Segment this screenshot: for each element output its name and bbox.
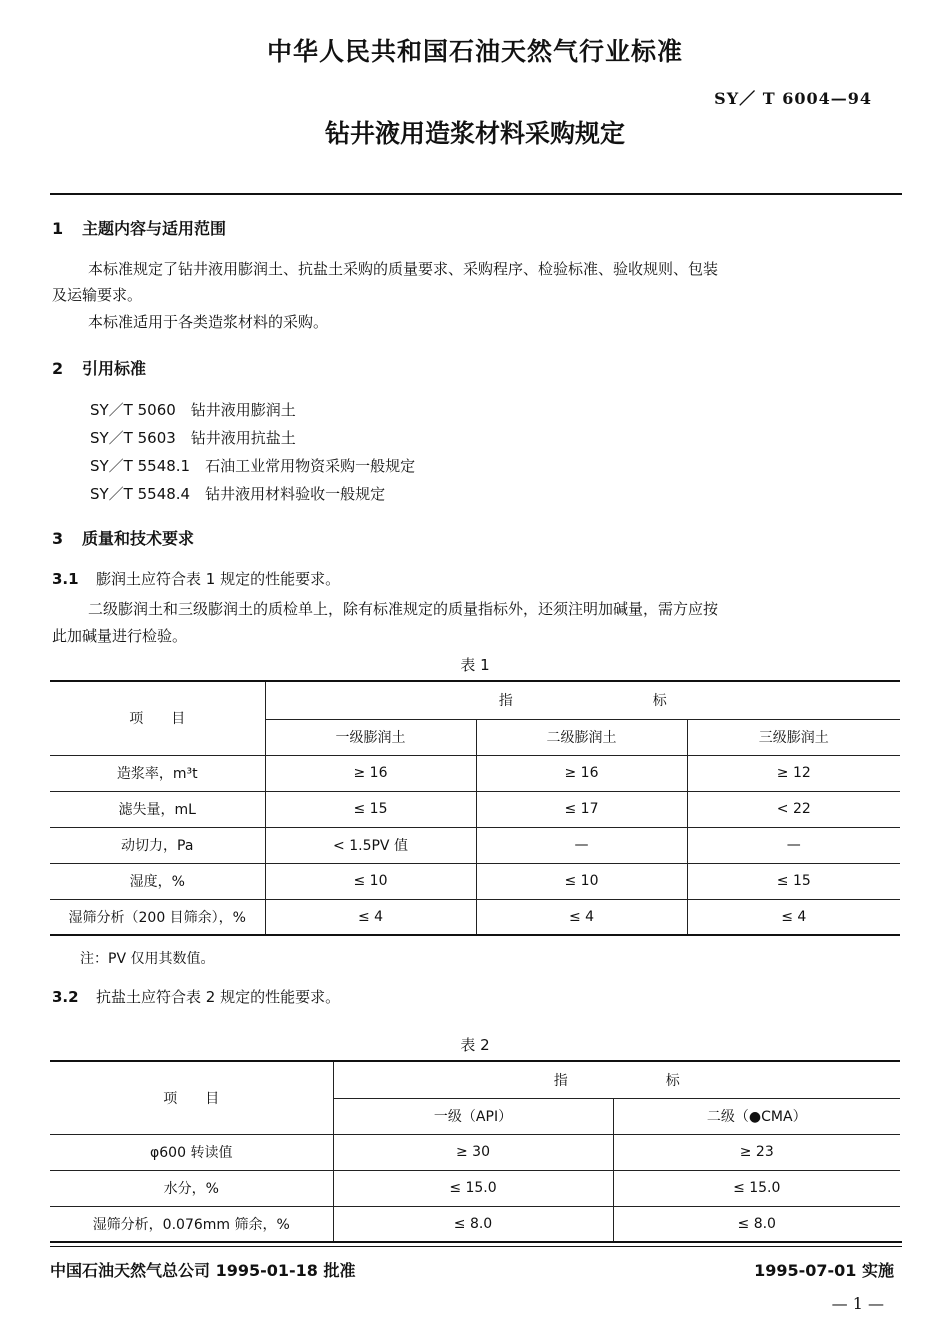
table-2-index-header: 指 标 bbox=[333, 1061, 900, 1098]
table-cell-item: 造浆率，m³t bbox=[50, 755, 265, 791]
table-cell-item: 湿筛分析（200 目筛余），% bbox=[50, 899, 265, 935]
table-cell: ≤ 4 bbox=[476, 899, 687, 935]
subsection-number: 3.2 bbox=[52, 988, 79, 1006]
table-cell: ≤ 10 bbox=[265, 863, 476, 899]
table-row bbox=[50, 791, 900, 827]
table-row bbox=[50, 755, 900, 791]
table-cell: ≥ 23 bbox=[613, 1134, 900, 1170]
table-cell: ≥ 12 bbox=[687, 755, 900, 791]
section-2-heading bbox=[52, 356, 146, 379]
table-2-item-header: 项 目 bbox=[50, 1061, 333, 1134]
table-row bbox=[50, 1206, 900, 1242]
standard-category-title: 中华人民共和国石油天然气行业标准 bbox=[266, 37, 683, 66]
table-cell: ≤ 15.0 bbox=[613, 1170, 900, 1206]
table-cell: ≥ 16 bbox=[265, 755, 476, 791]
table-row bbox=[50, 863, 900, 899]
table-2-grade-header: 二级（●CMA） bbox=[613, 1098, 900, 1134]
table-row bbox=[50, 1134, 900, 1170]
table-cell-item: 水分，% bbox=[50, 1170, 333, 1206]
section-1-heading bbox=[52, 216, 226, 239]
table-1-grade-header: 二级膨润土 bbox=[476, 719, 687, 755]
subsection-text: 抗盐土应符合表 2 规定的性能要求。 bbox=[96, 988, 341, 1006]
standard-code: SY／ T 6004—94 bbox=[714, 89, 872, 108]
table-1-item-header: 项 目 bbox=[50, 681, 265, 755]
table-cell: ≤ 15.0 bbox=[333, 1170, 613, 1206]
table-cell: — bbox=[476, 827, 687, 863]
subsection-3-1-paragraph-cont: 此加碱量进行检验。 bbox=[52, 627, 188, 645]
table-cell: < 1.5PV 值 bbox=[265, 827, 476, 863]
section-1-paragraph-1-cont: 及运输要求。 bbox=[52, 286, 143, 304]
subsection-number: 3.1 bbox=[52, 570, 79, 588]
table-cell: ≤ 15 bbox=[265, 791, 476, 827]
effective-date: 1995-07-01 实施 bbox=[754, 1261, 894, 1280]
table-cell: — bbox=[687, 827, 900, 863]
reference-item: SY／T 5548.4 钻井液用材料验收一般规定 bbox=[90, 485, 386, 503]
table-1-caption: 表 1 bbox=[460, 656, 490, 674]
table-cell: ≤ 8.0 bbox=[333, 1206, 613, 1242]
table-cell: ≤ 10 bbox=[476, 863, 687, 899]
table-2 bbox=[50, 1060, 900, 1243]
table-cell-item: 滤失量，mL bbox=[50, 791, 265, 827]
table-cell-item: 动切力，Pa bbox=[50, 827, 265, 863]
section-number: 1 bbox=[52, 219, 64, 238]
reference-item: SY／T 5603 钻井液用抗盐土 bbox=[90, 429, 296, 447]
subsection-3-1 bbox=[52, 568, 340, 589]
footer-rule bbox=[50, 1241, 902, 1243]
table-2-caption: 表 2 bbox=[460, 1036, 490, 1054]
section-title: 质量和技术要求 bbox=[82, 529, 195, 548]
table-1-note: 注：PV 仅用其数值。 bbox=[80, 951, 215, 967]
reference-item: SY／T 5060 钻井液用膨润土 bbox=[90, 401, 296, 419]
section-number: 3 bbox=[52, 529, 64, 548]
table-1 bbox=[50, 680, 900, 936]
reference-list bbox=[90, 396, 415, 508]
table-cell-item: 湿筛分析，0.076mm 筛余，% bbox=[50, 1206, 333, 1242]
header-rule bbox=[50, 193, 902, 195]
table-cell: ≤ 15 bbox=[687, 863, 900, 899]
table-row bbox=[50, 899, 900, 935]
section-title: 主题内容与适用范围 bbox=[82, 219, 227, 238]
table-cell: ≤ 4 bbox=[687, 899, 900, 935]
table-cell-item: 湿度，% bbox=[50, 863, 265, 899]
table-cell-item: φ600 转读值 bbox=[50, 1134, 333, 1170]
section-3-heading bbox=[52, 526, 194, 549]
table-row bbox=[50, 827, 900, 863]
table-cell: < 22 bbox=[687, 791, 900, 827]
table-cell: ≤ 17 bbox=[476, 791, 687, 827]
subsection-text: 膨润土应符合表 1 规定的性能要求。 bbox=[96, 570, 341, 588]
table-2-grade-header: 一级（API） bbox=[333, 1098, 613, 1134]
section-1-paragraph-1: 本标准规定了钻井液用膨润土、抗盐土采购的质量要求、采购程序、检验标准、验收规则、包装 bbox=[88, 260, 719, 278]
table-cell: ≥ 30 bbox=[333, 1134, 613, 1170]
section-1-paragraph-2: 本标准适用于各类造浆材料的采购。 bbox=[88, 313, 329, 331]
subsection-3-1-paragraph: 二级膨润土和三级膨润土的质检单上，除有标准规定的质量指标外，还须注明加碱量，需方应按 bbox=[88, 600, 719, 618]
table-cell: ≤ 8.0 bbox=[613, 1206, 900, 1242]
table-1-grade-header: 三级膨润土 bbox=[687, 719, 900, 755]
table-1-index-header: 指 标 bbox=[265, 681, 900, 719]
section-title: 引用标准 bbox=[82, 359, 147, 378]
table-cell: ≥ 16 bbox=[476, 755, 687, 791]
table-1-grade-header: 一级膨润土 bbox=[265, 719, 476, 755]
footer-rule-thin bbox=[50, 1246, 902, 1247]
page-number: — 1 — bbox=[831, 1294, 884, 1313]
section-number: 2 bbox=[52, 359, 64, 378]
approval-line: 中国石油天然气总公司 1995-01-18 批准 bbox=[50, 1261, 356, 1280]
subsection-3-2 bbox=[52, 986, 340, 1007]
table-cell: ≤ 4 bbox=[265, 899, 476, 935]
table-row bbox=[50, 1170, 900, 1206]
reference-item: SY／T 5548.1 石油工业常用物资采购一般规定 bbox=[90, 457, 416, 475]
document-title: 钻井液用造浆材料采购规定 bbox=[324, 119, 625, 148]
